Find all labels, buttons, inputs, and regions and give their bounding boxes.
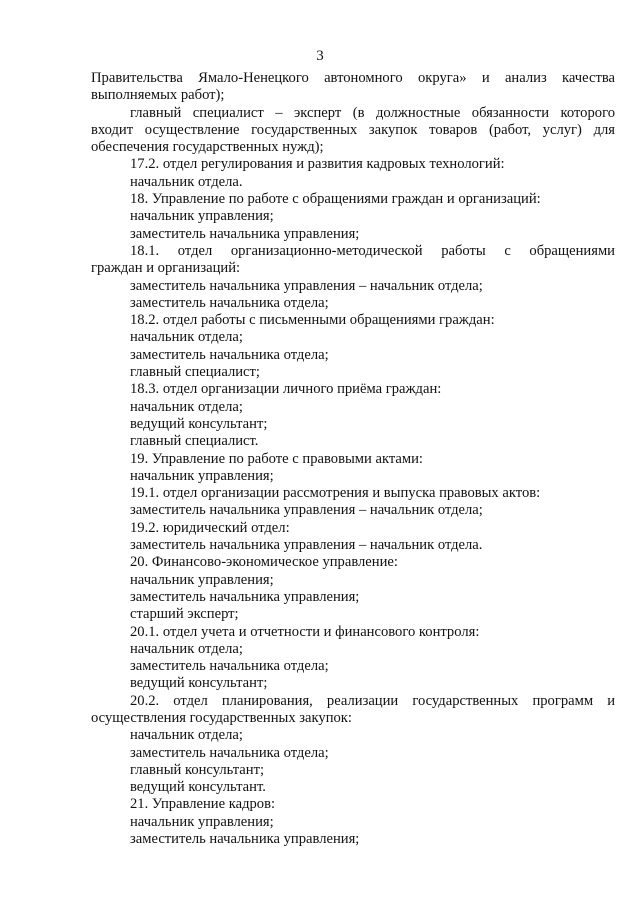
text-line: обеспечения государственных нужд); [91, 139, 324, 156]
text-line: заместитель начальника отдела; [130, 658, 329, 675]
text-line: начальник управления; [130, 467, 274, 484]
text-line: входит осуществление государственных закупок товаров (работ, услуг) для [91, 121, 615, 138]
text-line: начальник управления; [130, 208, 274, 225]
text-line: 20.2. отдел планирования, реализации государственных программ и [130, 692, 615, 709]
text-line: 19.1. отдел организации рассмотрения и выпуска правовых актов: [130, 485, 541, 502]
text-line: главный консультант; [130, 761, 265, 778]
text-line: главный специалист. [130, 433, 259, 450]
text-line: ведущий консультант; [130, 415, 268, 432]
text-line: ведущий консультант; [130, 675, 268, 692]
text-line: граждан и организаций: [91, 260, 241, 277]
text-line: осуществления государственных закупок: [91, 709, 352, 726]
text-line: 20. Финансово-экономическое управление: [130, 554, 398, 571]
text-line: начальник управления; [130, 813, 274, 830]
text-line: начальник управления; [130, 571, 274, 588]
text-line: 18. Управление по работе с обращениями граждан и организаций: [130, 191, 541, 208]
text-line: главный специалист – эксперт (в должностные обязанности которого [130, 104, 615, 121]
text-line: ведущий консультант. [130, 779, 266, 796]
text-line: начальник отдела; [130, 640, 243, 657]
text-line: заместитель начальника управления; [130, 831, 360, 848]
text-line: начальник отдела; [130, 398, 243, 415]
text-line: 20.1. отдел учета и отчетности и финансового контроля: [130, 623, 480, 640]
text-line: заместитель начальника управления; [130, 225, 360, 242]
text-line: заместитель начальника отдела; [130, 346, 329, 363]
text-line: заместитель начальника отдела; [130, 294, 329, 311]
text-line: заместитель начальника управления – начальник отдела; [130, 502, 483, 519]
text-line: 21. Управление кадров: [130, 796, 276, 813]
text-line: заместитель начальника отдела; [130, 744, 329, 761]
text-line: заместитель начальника управления – начальник отдела; [130, 277, 483, 294]
text-line: начальник отдела. [130, 173, 243, 190]
text-line: 19.2. юридический отдел: [130, 519, 290, 536]
text-line: заместитель начальника управления; [130, 588, 360, 605]
text-line: 17.2. отдел регулирования и развития кадровых технологий: [130, 156, 505, 173]
page-number: 3 [316, 48, 324, 64]
text-line: 18.1. отдел организационно-методической работы с обращениями [130, 242, 615, 259]
text-line: начальник отдела; [130, 329, 243, 346]
text-line: начальник отдела; [130, 727, 243, 744]
document-body [91, 70, 615, 848]
text-line: выполняемых работ); [91, 87, 225, 104]
text-line: старший эксперт; [130, 606, 239, 623]
text-line: 19. Управление по работе с правовыми актами: [130, 450, 423, 467]
text-line: 18.3. отдел организации личного приёма граждан: [130, 381, 442, 398]
text-line: заместитель начальника управления – начальник отдела. [130, 537, 483, 554]
text-line: главный специалист; [130, 364, 260, 381]
text-line: 18.2. отдел работы с письменными обращениями граждан: [130, 312, 495, 329]
text-line: Правительства Ямало-Ненецкого автономного округа» и анализ качества [91, 70, 615, 86]
